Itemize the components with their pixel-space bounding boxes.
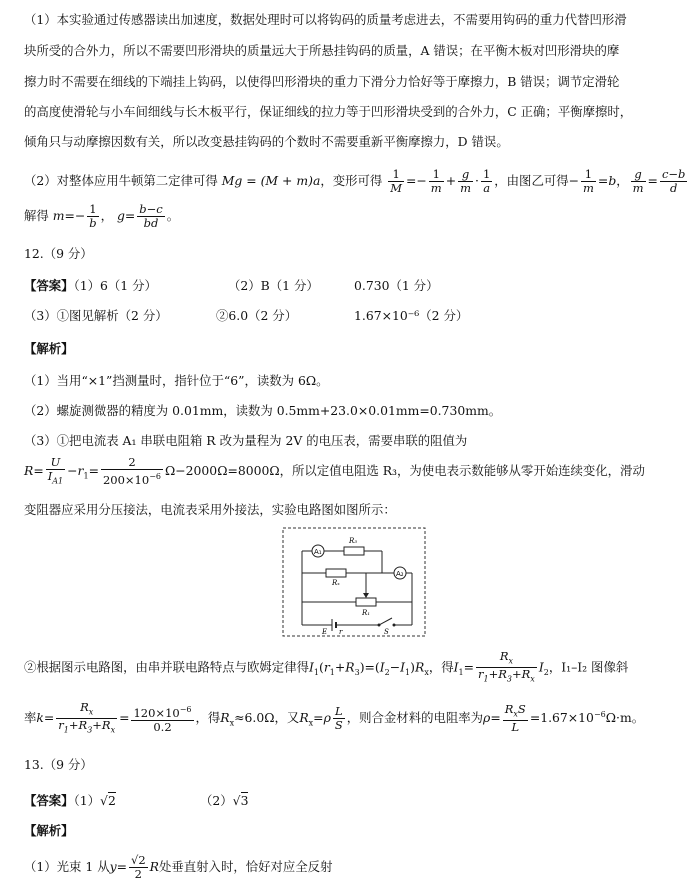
answer-line: 【答案】（1）6（1 分） （2）B（1 分） 0.730（1 分） xyxy=(24,278,439,293)
resistor-r3-icon xyxy=(344,547,364,555)
svg-text:E: E xyxy=(322,628,328,636)
answer-line: （3）①图见解析（2 分） ②6.0（2 分） 1.67×10⁻⁶（2 分） xyxy=(24,308,469,323)
svg-text:A₁: A₁ xyxy=(314,548,322,556)
analysis-tag: 【解析】 xyxy=(24,823,74,838)
svg-text:A₂: A₂ xyxy=(396,570,404,578)
text-line: （1）当用“×1”挡测量时，指针位于“6”，读数为 6Ω。 xyxy=(24,373,329,388)
text-line: （2）螺旋测微器的精度为 0.01mm，读数为 0.5mm+23.0×0.01mm=0.730mm。 xyxy=(24,403,502,418)
svg-text:S: S xyxy=(384,628,389,636)
text-line: 倾角只与动摩擦因数有关，所以改变悬挂钩码的个数时不需要重新平衡摩擦力，D 错误。 xyxy=(24,134,509,149)
equation-line: R= $\frac{U}{I_{A1}}$ $-r_1=$ $\frac{2}{200\times 10^{-6}}$ Ω−2000Ω=8000Ω，所以定值电阻选 R₃，为使电表示数能够从零开始连续变化，滑动 xyxy=(24,454,645,487)
equation-line: 解得 m=− $\frac{1}{b}$ ， g= $\frac{b-c}{bd}$ 。 xyxy=(24,202,180,230)
text-line: （1）本实验通过传感器读出加速度，数据处理时可以将钩码的质量考虑进去，不需要用钩码的重力代替凹形滑 xyxy=(24,12,627,27)
text-line: 变阻器应采用分压接法，电流表采用外接法，实验电路图如图所示： xyxy=(24,502,396,517)
question-title: 13.（9 分） xyxy=(24,757,93,772)
svg-text:Rₓ: Rₓ xyxy=(332,579,340,587)
equation-line: （2）对整体应用牛顿第二定律可得 Mg = (M + m)a，变形可得 $\frac{1}{M}$ =− $\frac{1}{m}$ + $\frac{g}{m}$ · $\frac{1}{a}$ ，由图乙可得− $\frac{1}{m}$ =b， $\frac{g}{m}$ = $\frac{c-b}{d}$ xyxy=(24,167,686,195)
svg-text:R₃: R₃ xyxy=(349,537,358,545)
text-line: 块所受的合外力，所以不需要凹形滑块的质量远大于所悬挂钩码的质量，A 错误；在平衡木板对凹形滑块的摩 xyxy=(24,43,620,58)
svg-text:R₁: R₁ xyxy=(362,609,371,617)
resistor-rx-icon xyxy=(326,569,346,577)
text-line: 的高度使滑轮与小车间细线与长木板平行，保证细线的拉力等于凹形滑块受到的合外力，C 正确；平衡摩擦时， xyxy=(24,104,633,119)
equation-line: 率k= $\frac{R_x}{r_1+R_3+R_x}$ = $\frac{120\times 10^{-6}}{0.2}$ ，得$R_x\approx 6.0\Omega$，又$R_x=\rho$ $\frac{L}{S}$ ，则合金材料的电阻率为ρ= $\frac{R_xS}{L}$ $=1.67\times 10^{-6}\Omega\cdot m$。 xyxy=(24,699,645,735)
text-line: （3）①把电流表 A₁ 串联电阻箱 R 改为量程为 2V 的电压表，需要串联的阻值为 xyxy=(24,433,468,448)
equation-line: （1）光束 1 从y= $\frac{√2}{2}$ R处垂直射入时，恰好对应全反射 xyxy=(24,853,333,881)
answer-line: 【答案】（1）√2 （2）√3 xyxy=(24,793,249,808)
svg-text:r: r xyxy=(339,628,343,636)
rheostat-r1-icon xyxy=(356,598,376,606)
question-title: 12.（9 分） xyxy=(24,246,93,261)
circuit-diagram xyxy=(282,527,426,637)
text-line: 擦力时不需要在细线的下端挂上钩码，以使得凹形滑块的重力下滑分力恰好等于摩擦力，B 错误；调节定滑轮 xyxy=(24,74,620,89)
equation-line: ②根据图示电路图，由串并联电路特点与欧姆定律得$I_1(r_1+R_3)=(I_2-I_1)R_x$，得$I_1=$ $\frac{R_x}{r_1+R_3+R_x}$ $I_2$，I₁–I₂ 图像斜 xyxy=(24,649,629,684)
equation: Mg = (M + m)a xyxy=(221,173,321,188)
analysis-tag: 【解析】 xyxy=(24,341,74,356)
